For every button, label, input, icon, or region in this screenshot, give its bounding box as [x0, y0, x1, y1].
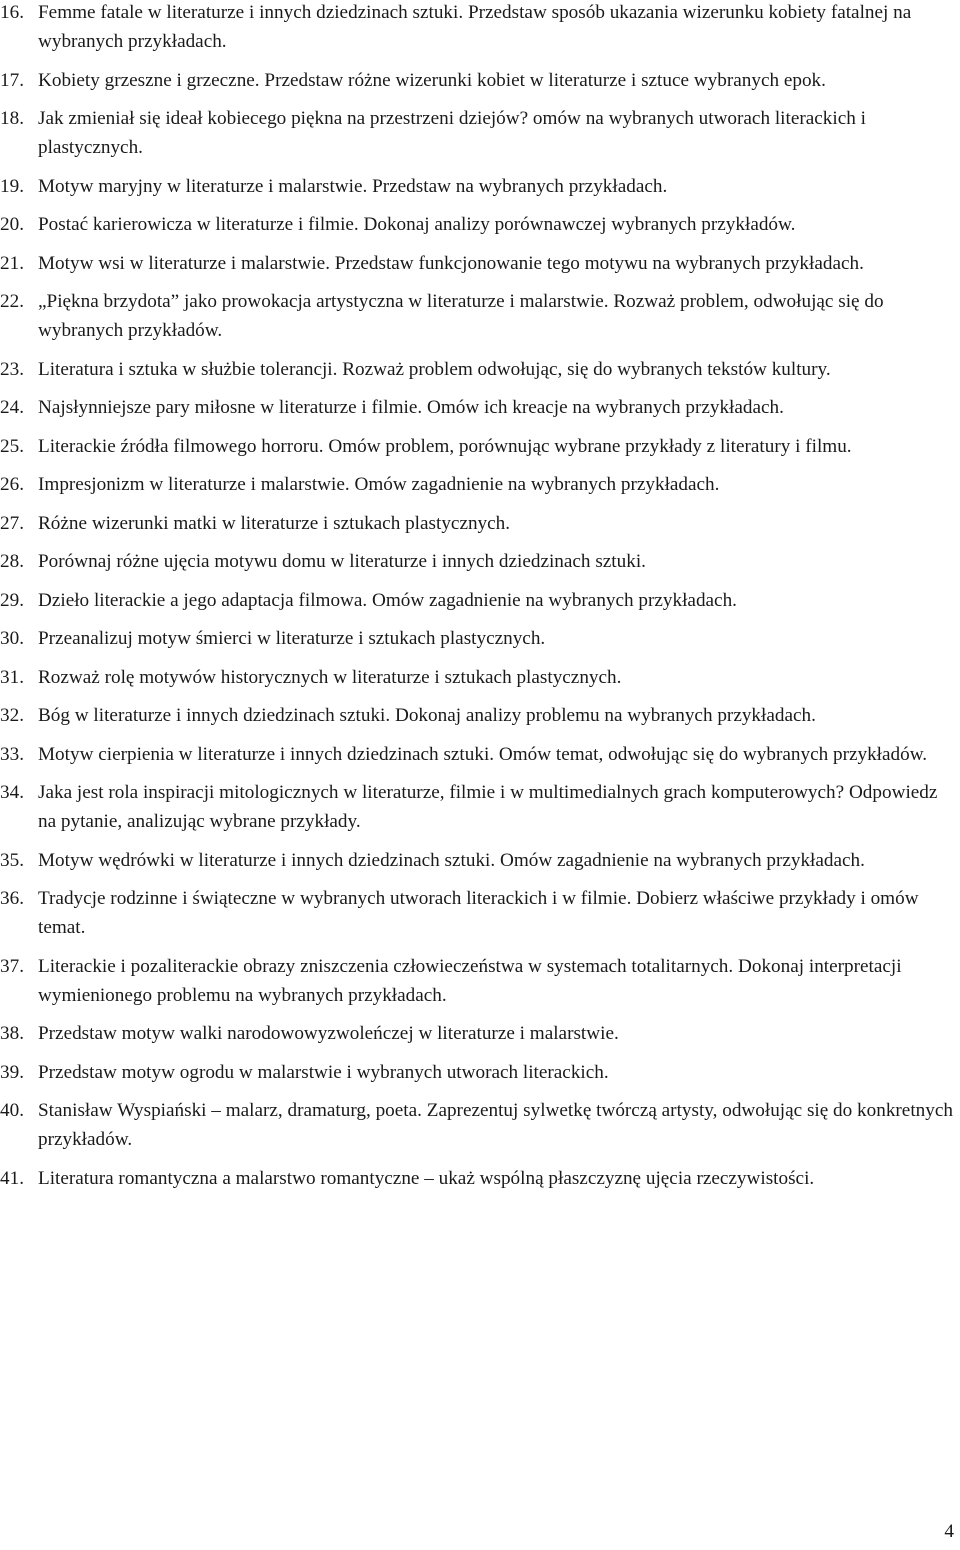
topic-number: 31. [0, 666, 24, 688]
topic-number: 30. [0, 628, 24, 649]
topic-number: 20. [0, 214, 24, 235]
topic-number: 32. [0, 705, 24, 726]
topic-item [0, 952, 960, 1010]
topic-text: Motyw cierpienia w literaturze i innych dziedzinach sztuki. Omów temat, odwołując się do wybranych przykładów. [38, 743, 928, 765]
topic-text: Tradycje rodzinne i świąteczne w wybranych utworach literackich i w filmie. Dobierz właściwe przykłady i omów temat. [38, 888, 919, 938]
topic-item [0, 287, 960, 345]
topic-number: 40. [0, 1100, 24, 1121]
topic-item [0, 1096, 960, 1154]
topic-item [0, 0, 960, 56]
topic-item [0, 586, 960, 615]
topic-text: Postać karierowicza w literaturze i filmie. Dokonaj analizy porównawczej wybranych przykładów. [38, 214, 796, 235]
topic-number: 26. [0, 474, 24, 495]
topic-text: Przedstaw motyw walki narodowowyzwoleńczej w literaturze i malarstwie. [38, 1023, 619, 1044]
topic-number: 35. [0, 849, 24, 871]
topic-text: Różne wizerunki matki w literaturze i sztukach plastycznych. [38, 512, 511, 534]
topic-number: 21. [0, 252, 24, 274]
topic-item [0, 104, 960, 162]
topic-number: 16. [0, 2, 24, 23]
topic-item [0, 249, 960, 278]
topic-text: Literackie i pozaliterackie obrazy zniszczenia człowieczeństwa w systemach totalitarnych. Dokonaj interpretacji wymienionego problemu na wybranych przykładach. [38, 955, 902, 1006]
topic-item [0, 624, 960, 653]
topic-item [0, 66, 960, 95]
topic-text: Literackie źródła filmowego horroru. Omów problem, porównując wybrane przykłady z literatury i filmu. [38, 435, 852, 457]
topic-number: 22. [0, 291, 24, 312]
topic-text: Jak zmieniał się ideał kobiecego piękna na przestrzeni dziejów? omów na wybranych utworach literackich i plastycznych. [38, 108, 866, 158]
topic-text: Literatura i sztuka w służbie tolerancji. Rozważ problem odwołując, się do wybranych tekstów kultury. [38, 358, 831, 380]
topic-number: 41. [0, 1167, 24, 1189]
topic-item [0, 778, 960, 836]
topic-number: 38. [0, 1023, 24, 1044]
topic-item [0, 393, 960, 422]
topic-item [0, 172, 960, 201]
topic-item [0, 846, 960, 875]
topic-item [0, 1019, 960, 1048]
topic-number: 23. [0, 358, 24, 380]
topic-item [0, 547, 960, 576]
topic-text: Bóg w literaturze i innych dziedzinach sztuki. Dokonaj analizy problemu na wybranych przykładach. [38, 705, 816, 726]
topic-item [0, 884, 960, 942]
topic-text: Stanisław Wyspiański – malarz, dramaturg, poeta. Zaprezentuj sylwetkę twórczą artysty, odwołując się do konkretnych przykładów. [38, 1100, 953, 1150]
topic-number: 19. [0, 175, 24, 197]
topic-item [0, 740, 960, 769]
topic-item [0, 701, 960, 730]
topic-text: Literatura romantyczna a malarstwo romantyczne – ukaż wspólną płaszczyznę ujęcia rzeczywistości. [38, 1167, 815, 1189]
topic-text: Impresjonizm w literaturze i malarstwie. Omów zagadnienie na wybranych przykładach. [38, 474, 720, 495]
page-number: 4 [944, 1521, 954, 1542]
topic-number: 37. [0, 955, 24, 977]
topic-text: Motyw wędrówki w literaturze i innych dziedzinach sztuki. Omów zagadnienie na wybranych przykładach. [38, 849, 865, 871]
topic-text: Najsłynniejsze pary miłosne w literaturze i filmie. Omów ich kreacje na wybranych przykładach. [38, 397, 784, 418]
topic-item [0, 210, 960, 239]
topic-number: 17. [0, 69, 24, 91]
topic-item [0, 1058, 960, 1087]
topic-text: Kobiety grzeszne i grzeczne. Przedstaw różne wizerunki kobiet w literaturze i sztuce wybranych epok. [38, 69, 826, 91]
topic-text: Motyw maryjny w literaturze i malarstwie. Przedstaw na wybranych przykładach. [38, 175, 668, 197]
topic-item [0, 509, 960, 538]
topic-number: 39. [0, 1061, 24, 1083]
topic-text: Dzieło literackie a jego adaptacja filmowa. Omów zagadnienie na wybranych przykładach. [38, 589, 737, 611]
topic-number: 34. [0, 782, 24, 803]
topic-item [0, 432, 960, 461]
topic-text: Motyw wsi w literaturze i malarstwie. Przedstaw funkcjonowanie tego motywu na wybranych przykładach. [38, 252, 864, 274]
topic-text: Przedstaw motyw ogrodu w malarstwie i wybranych utworach literackich. [38, 1061, 609, 1083]
topic-text: Rozważ rolę motywów historycznych w literaturze i sztukach plastycznych. [38, 666, 622, 688]
topic-number: 18. [0, 108, 24, 129]
topic-item [0, 1164, 960, 1193]
topic-text: „Piękna brzydota” jako prowokacja artystyczna w literaturze i malarstwie. Rozważ problem, odwołując się do wybranych przykładów. [38, 291, 884, 341]
topic-text: Jaka jest rola inspiracji mitologicznych w literaturze, filmie i w multimedialnych grach komputerowych? Odpowiedz na pytanie, analizując wybrane przykłady. [38, 782, 938, 832]
topic-item [0, 355, 960, 384]
topic-item [0, 470, 960, 499]
topic-number: 36. [0, 888, 24, 909]
topic-number: 33. [0, 743, 24, 765]
topic-text: Porównaj różne ujęcia motywu domu w literaturze i innych dziedzinach sztuki. [38, 551, 646, 572]
topic-number: 27. [0, 512, 24, 534]
topic-number: 25. [0, 435, 24, 457]
topic-number: 29. [0, 589, 24, 611]
topic-number: 24. [0, 397, 24, 418]
topic-item [0, 663, 960, 692]
topic-text: Przeanalizuj motyw śmierci w literaturze i sztukach plastycznych. [38, 628, 546, 649]
topic-text: Femme fatale w literaturze i innych dziedzinach sztuki. Przedstaw sposób ukazania wizerunku kobiety fatalnej na wybranych przykładach. [38, 2, 912, 52]
topic-number: 28. [0, 551, 24, 572]
